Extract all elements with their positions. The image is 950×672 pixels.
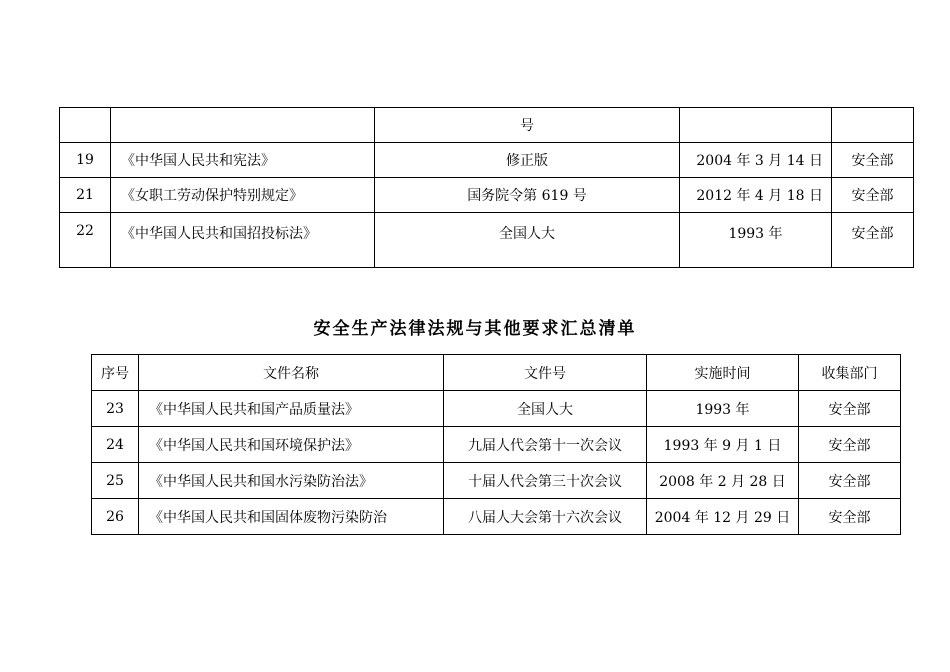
cell-doc-no: 九届人代会第十一次会议 (444, 427, 647, 463)
table-header-row (92, 355, 901, 391)
cell-no: 24 (92, 427, 139, 463)
cell-name: 《中华国人民共和国环境保护法》 (139, 427, 444, 463)
table-row (60, 178, 914, 213)
cell-doc-no: 号 (375, 108, 680, 143)
header-dept: 收集部门 (799, 355, 901, 391)
header-doc-no: 文件号 (444, 355, 647, 391)
cell-date: 1993 年 9 月 1 日 (647, 427, 799, 463)
cell-date: 1993 年 (647, 391, 799, 427)
cell-dept: 安全部 (799, 463, 901, 499)
cell-name: 《中华国人民共和宪法》 (111, 143, 375, 178)
cell-name (111, 108, 375, 143)
cell-no: 23 (92, 391, 139, 427)
cell-name: 《女职工劳动保护特别规定》 (111, 178, 375, 213)
cell-doc-no: 十届人代会第三十次会议 (444, 463, 647, 499)
cell-date: 2012 年 4 月 18 日 (680, 178, 832, 213)
cell-no: 21 (60, 178, 111, 213)
cell-no: 19 (60, 143, 111, 178)
cell-no: 22 (60, 213, 111, 268)
cell-no: 26 (92, 499, 139, 535)
cell-name: 《中华国人民共和国产品质量法》 (139, 391, 444, 427)
cell-date: 2008 年 2 月 28 日 (647, 463, 799, 499)
cell-doc-no: 修正版 (375, 143, 680, 178)
cell-doc-no: 全国人大 (375, 213, 680, 268)
cell-date: 2004 年 12 月 29 日 (647, 499, 799, 535)
cell-doc-no: 八届人大会第十六次会议 (444, 499, 647, 535)
cell-no: 25 (92, 463, 139, 499)
page-title: 安全生产法律法规与其他要求汇总清单 (313, 319, 637, 339)
cell-dept: 安全部 (799, 427, 901, 463)
header-name: 文件名称 (139, 355, 444, 391)
cell-dept: 安全部 (832, 143, 914, 178)
regulations-table (91, 354, 901, 535)
cell-date: 2004 年 3 月 14 日 (680, 143, 832, 178)
header-date: 实施时间 (647, 355, 799, 391)
table-row (92, 463, 901, 499)
cell-dept: 安全部 (799, 499, 901, 535)
table-row (92, 391, 901, 427)
table-row (60, 108, 914, 143)
cell-no (60, 108, 111, 143)
table-row (60, 143, 914, 178)
table-row (92, 499, 901, 535)
table-row (92, 427, 901, 463)
cell-doc-no: 国务院令第 619 号 (375, 178, 680, 213)
cell-name: 《中华国人民共和国招投标法》 (111, 213, 375, 268)
cell-dept: 安全部 (799, 391, 901, 427)
cell-doc-no: 全国人大 (444, 391, 647, 427)
cell-date: 1993 年 (680, 213, 832, 268)
table-row (60, 213, 914, 268)
cell-date (680, 108, 832, 143)
cell-dept: 安全部 (832, 213, 914, 268)
cell-dept: 安全部 (832, 178, 914, 213)
cell-dept (832, 108, 914, 143)
regulations-table-continued (59, 107, 914, 268)
cell-name: 《中华国人民共和国水污染防治法》 (139, 463, 444, 499)
header-no: 序号 (92, 355, 139, 391)
cell-name: 《中华国人民共和国固体废物污染防治 (139, 499, 444, 535)
